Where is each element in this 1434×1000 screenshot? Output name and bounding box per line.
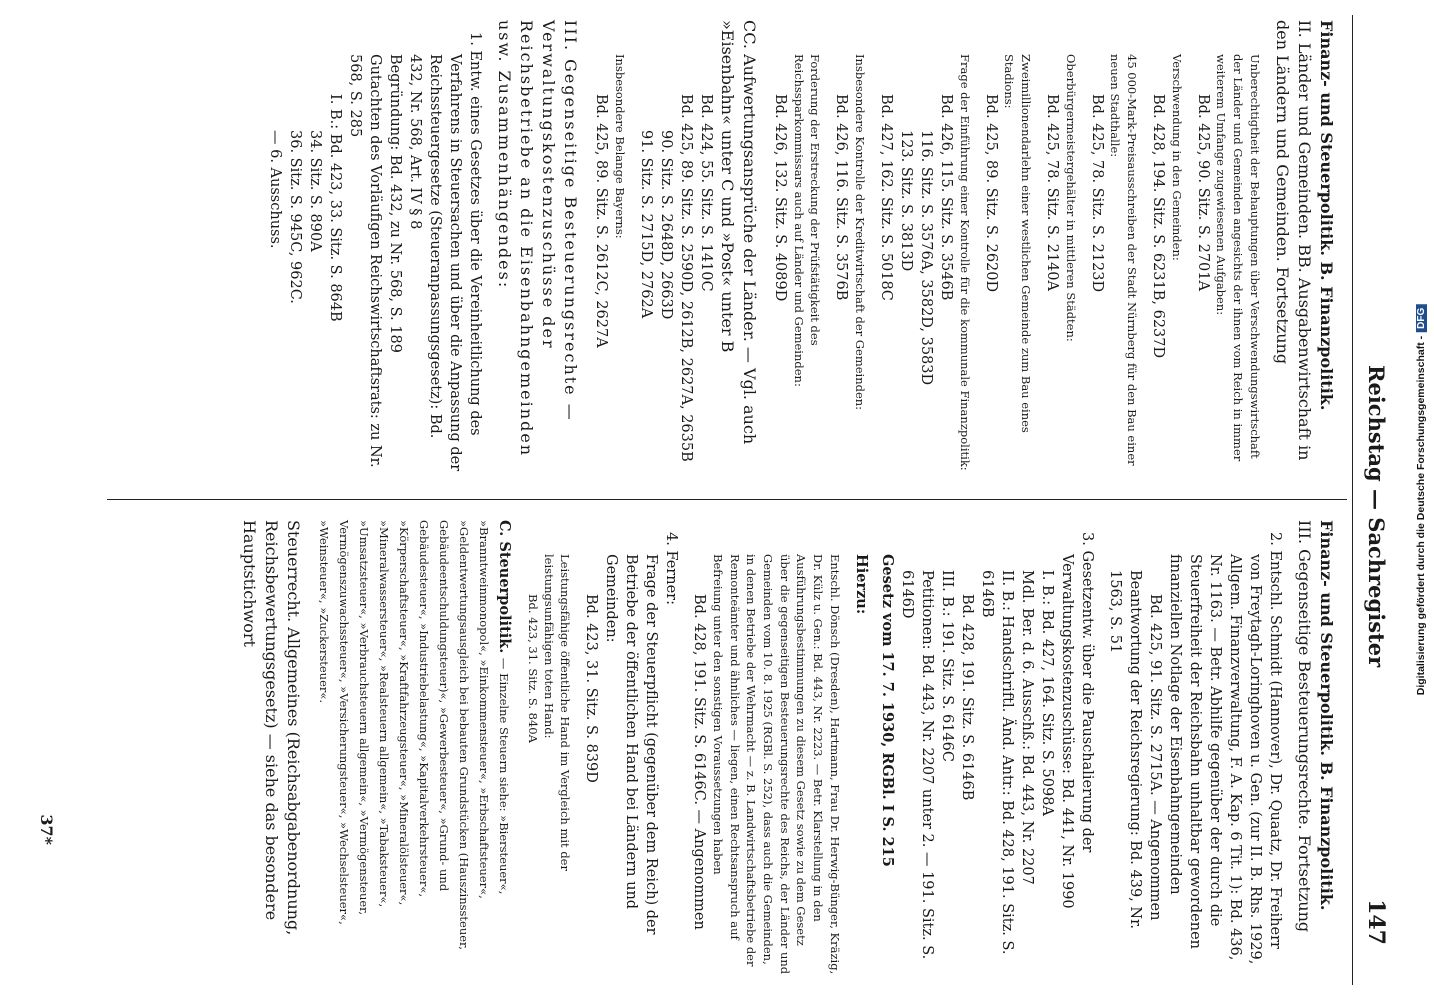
item-4-ref: Bd. 423, 31. Sitz. S. 839D bbox=[583, 594, 600, 783]
entry-ref: Bd. 428, 194. Sitz. S. 6231B, 6237D bbox=[1150, 94, 1167, 359]
item-4-note-ref: Bd. 423, 31. Sitz. S. 840A bbox=[526, 594, 541, 743]
entry-ref: Bd. 425, 78. Sitz. S. 2123D bbox=[1088, 94, 1105, 293]
header-rule bbox=[1352, 15, 1353, 985]
left-column bbox=[265, 20, 1337, 475]
cc-ref: 90. Sitz. S. 2648D, 2663D bbox=[657, 130, 674, 320]
entry-ref: Bd. 425, 90. Sitz. S. 2701A bbox=[1194, 94, 1211, 291]
right-column bbox=[238, 520, 1337, 975]
right-heading: Finanz- und Steuerpolitik. B. Finanzpolitik. bbox=[1317, 520, 1336, 911]
entry-text: Frage der Einführung einer Kontrolle für die kommunale Finanzpolitik: bbox=[957, 54, 972, 471]
left-subheading: II. Länder und Gemeinden. BB. Ausgabenwirtschaft in den Ländern und Gemeinden. Fortsetzung bbox=[1272, 20, 1314, 461]
iii-item-ref: I. B.: Bd. 423, 33. Sitz. S. 864B bbox=[326, 94, 343, 322]
iii-item-detail: Begründung: Bd. 432, zu Nr. 568, S. 189 bbox=[386, 54, 403, 353]
entry-ref: 123. Sitz. S. 3813D bbox=[898, 130, 915, 272]
item-2-ref: Bd. 425, 91. Sitz. S. 2715A. — Angenommen bbox=[1146, 594, 1163, 921]
iii-item-ref: 36. Sitz. S. 945C, 962C. bbox=[286, 130, 303, 304]
entry-text: Forderung der Erstreckung der Prüfstätigkeit des Reichssparkommissars auch auf Länder und Gemeinden: bbox=[791, 54, 823, 387]
hierzu-label: Hierzu: bbox=[852, 554, 870, 615]
hierzu-ref: Bd. 428, 191. Sitz. S. 6146C. — Angenommen bbox=[691, 594, 708, 930]
item-3-ref: Petitionen: Bd. 443, Nr. 2207 unter 2. — 191. Sitz. S. 6146D bbox=[898, 570, 935, 960]
entry-text: Insbesondere Kontrolle der Kreditwirtschaft der Gemeinden: bbox=[853, 54, 868, 411]
c-section bbox=[314, 520, 514, 975]
entry-ref: Bd. 425, 78. Sitz. S. 2140A bbox=[1044, 94, 1061, 291]
entry-text: Verschwendung in den Gemeinden: bbox=[1169, 54, 1184, 261]
entry-ref: Bd. 425, 89. Sitz. S. 2620D bbox=[982, 94, 999, 293]
item-4-text: Frage der Steuerpflicht (gegenüber dem Reich) der Betriebe der öffentlichen Hand bei Ländern und Gemeinden: bbox=[603, 554, 660, 935]
right-subheading: III. Gegenseitige Besteuerungsrechte. Fortsetzung bbox=[1294, 520, 1314, 933]
item-3: 3. Gesetzentw. über die Pauschalierung der Verwaltungskostenzuschüsse: Bd. 441, Nr. 1990 bbox=[1058, 532, 1095, 909]
hierzu-text: Entschl. Dönsch (Dresden), Hartmann, Frau Dr. Herwig-Bünger, Kräzig, Dr. Külz u. Gen.: Bd. 443, Nr. 2223. — Betr. Klarstellung in den Ausführungsbestimmungen zu diesem Gesetz sowie zu dem Gesetz über die gegenseitigen Besteuerungsrechte des Reichs, der Länder und Gemeinden vom 10. 8. 1925 (RGBl. S. 252), dass auch die Gemeinden, in denen Betriebe der Wehrmacht — z. B. Landwirtschaftsbetriebe der Remonteämter und ähnliches — liegen, einen Rechtsanspruch auf Befreiung unter den sonstigen Voraussetzungen haben bbox=[711, 554, 842, 975]
document-page bbox=[0, 15, 1397, 985]
entry-ref: Bd. 426, 115. Sitz. S. 3546B bbox=[938, 94, 955, 301]
entry-ref: Bd. 426, 116. Sitz. S. 3576B bbox=[833, 94, 850, 301]
c-heading: C. Steuerpolitik. bbox=[496, 520, 514, 654]
item-4: 4. Ferner: bbox=[663, 532, 680, 605]
signature-mark: 37* bbox=[37, 814, 56, 845]
item-3-ref: III. B.: 191. Sitz. S. 6146C bbox=[938, 570, 955, 762]
iii-item: 1. Entw. eines Gesetzes über die Vereinheitlichung des Verfahrens in Steuersachen und über die Anpassung der Reichssteuergesetze (Steueranpassungsgesetz): Bd. 432, Nr. 568, Art. IV § 8 bbox=[406, 32, 483, 472]
cc-note-ref: Bd. 425, 89. Sitz. S. 2612C, 2627A bbox=[593, 94, 610, 348]
iii-heading: III. Gegenseitige Besteuerungsrechte — Verwaltungskostenzuschüsse der Reichsbetriebe an die Eisenbahngemeinden usw. Zusammenhängendes: bbox=[494, 20, 581, 458]
iii-item-ref: — 6. Ausschuss. bbox=[266, 130, 283, 249]
item-3-ref: II. B.: Handschriftl. Änd. Antr.: Bd. 428, 191. Sitz. S. 6146B bbox=[978, 570, 1015, 955]
cc-note: Insbesondere Belange Bayerns: bbox=[612, 54, 627, 239]
iii-item-detail: Gutachten des Vorläufigen Reichswirtschaftsrats: zu Nr. 568, S. 285 bbox=[346, 54, 383, 468]
digitization-credit bbox=[1412, 10, 1430, 990]
item-4-note: Leistungsfähige öffentliche Hand im Vergleich mit der leistungsunfähigen toten Hand: bbox=[541, 554, 573, 871]
entry-ref: 116. Sitz. S. 3576A, 3582D, 3583D bbox=[918, 130, 935, 386]
running-head-title: Reichstag — Sachregister bbox=[1364, 365, 1389, 668]
entry-text: Zweimillionendarlehn einer westlichen Gemeinde zum Bau eines Stadions: bbox=[1002, 54, 1034, 433]
credit-text: Digitalisierung gefördert durch die Deutsche Forschungsgemeinschaft - bbox=[1415, 335, 1427, 696]
entry-text: 45 000-Mark-Preisausschreiben der Stadt Nürnberg für den Bau einer neuen Stadthalle: bbox=[1108, 54, 1140, 466]
page-number: 147 bbox=[1363, 899, 1389, 945]
cc-ref: Bd. 424, 55. Sitz. S. 1410C bbox=[697, 94, 714, 292]
item-3-ref: Bd. 428, 191. Sitz. S. 6146B bbox=[958, 594, 975, 801]
entry-text: Unberechtigtheit der Behauptungen über Verschwendungswirtschaft der Länder und Gemeinden angesichts der ihnen vom Reich in immer weiterem Umfange zugewiesenen Aufgaben: bbox=[1214, 54, 1262, 462]
cc-ref: Bd. 425, 89. Sitz. S. 2590D, 2612B, 2627A, 2635B bbox=[677, 94, 694, 462]
column-divider bbox=[107, 499, 1347, 500]
entry-text: Oberbürgermeistergehälter in mittleren Städten: bbox=[1063, 54, 1078, 342]
item-3-ref: I. B.: Bd. 427, 164. Sitz. S. 5098A bbox=[1038, 570, 1055, 816]
item-2: 2. Entschl. Schmidt (Hannover), Dr. Quaatz, Dr. Freiherr von Freytagh-Loringhoven u. Gen. (zur II. B. Rhs. 1929, Allgem. Finanzverwaltung, F. A. Kap. 6 Tit. 1): Bd. 436, Nr. 1163. — Betr. Abhilfe gegenüber der durch die Steuerfreiheit der Reichsbahn unhaltbar gewordenen finanziellen Notlage der Eisenbahngemeinden bbox=[1166, 532, 1283, 965]
law-reference: Gesetz vom 17. 7. 1930, RGBl. I S. 215 bbox=[878, 554, 896, 867]
entry-ref: Bd. 426, 132. Sitz. S. 4089D bbox=[772, 94, 789, 302]
iii-item-ref: 34. Sitz. S. 890A bbox=[306, 130, 323, 252]
c-text: — Einzelne Steuern siehe: »Biersteuer«, »Branntweinmonopol«, »Einkommensteuer«, »Erbschaftsteuer«, »Geldentwertungsausgleich bei bebauten Grundstücken (Hauszinssteuer, Gebäudeentschuldungsteuer)«, »Gewerbesteuer«, »Grund- und Gebäudesteuer«, »Industriebelastung«, »Kapitalverkehrsteuer«, »Körperschaftsteuer«, »Kraftfahrzeugsteuer«, »Mineralölsteuer«, »Mineralwassersteuer«, »Realsteuern allgemein«, »Tabaksteuer«, »Umsatzsteuer«, »Verbrauchsteuern allgemein«, »Vermögensteuer, Vermögenszuwachssteuer«, »Versicherungsteuer«, »Wechselsteuer«, »Weinsteuer«, »Zuckersteuer«. bbox=[317, 520, 512, 950]
entry-ref: Bd. 427, 162. Sitz. S. 5018C bbox=[878, 94, 895, 301]
running-head bbox=[1357, 15, 1397, 985]
item-2-answer: Beantwortung der Reichsregierung: Bd. 439, Nr. 1563, S. 51 bbox=[1106, 570, 1143, 930]
left-heading: Finanz- und Steuerpolitik. B. Finanzpolitik. bbox=[1317, 20, 1336, 411]
cc-heading: CC. Aufwertungsansprüche der Länder. — Vgl. auch »Eisenbahn« unter C und »Post« unter B bbox=[717, 20, 760, 445]
c-text-2: Steuerrecht. Allgemeines (Reichsabgabenordnung, Reichsbewertungsgesetz) — siehe das besondere Hauptstichwort bbox=[240, 520, 304, 936]
cc-ref: 91. Sitz. S. 2715D, 2762A bbox=[637, 130, 654, 319]
dfg-badge: DFG bbox=[1416, 305, 1427, 332]
item-3-ref: Mdl. Ber. d. 6. Ausschß.: Bd. 443, Nr. 2207 bbox=[1018, 570, 1035, 885]
